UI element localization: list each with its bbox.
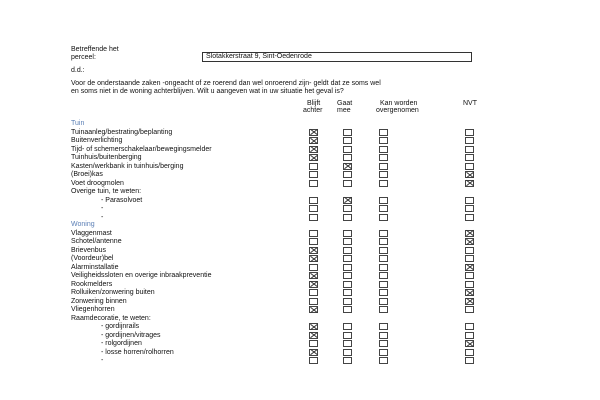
- checkbox-nvt[interactable]: [465, 281, 474, 288]
- checkbox-kan-worden-overgenomen[interactable]: [379, 205, 388, 212]
- checkbox-kan-worden-overgenomen[interactable]: [379, 137, 388, 144]
- item-label: Rolluiken/zonwering buiten: [71, 289, 155, 296]
- checkbox-blijft-achter[interactable]: [309, 230, 318, 237]
- checkbox-nvt[interactable]: [465, 205, 474, 212]
- section-title-0: Tuin: [71, 120, 85, 127]
- checkbox-nvt[interactable]: [465, 255, 474, 262]
- checkbox-gaat-mee[interactable]: [343, 340, 352, 347]
- checkbox-kan-worden-overgenomen[interactable]: [379, 238, 388, 245]
- item-label: -: [101, 205, 104, 212]
- checkbox-blijft-achter[interactable]: [309, 298, 318, 305]
- checkbox-blijft-achter[interactable]: [309, 349, 318, 356]
- checkbox-kan-worden-overgenomen[interactable]: [379, 214, 388, 221]
- item-label: - gordijnen/vitrages: [101, 331, 161, 339]
- checkbox-blijft-achter[interactable]: [309, 340, 318, 347]
- checkbox-kan-worden-overgenomen[interactable]: [379, 180, 388, 187]
- checkbox-blijft-achter[interactable]: [309, 281, 318, 288]
- checkbox-gaat-mee[interactable]: [343, 205, 352, 212]
- checkbox-blijft-achter[interactable]: [309, 154, 318, 161]
- checkbox-kan-worden-overgenomen[interactable]: [379, 281, 388, 288]
- checkbox-kan-worden-overgenomen[interactable]: [379, 163, 388, 170]
- checkbox-gaat-mee[interactable]: [343, 214, 352, 221]
- checkbox-kan-worden-overgenomen[interactable]: [379, 197, 388, 204]
- checkbox-nvt[interactable]: [465, 230, 474, 237]
- checkbox-nvt[interactable]: [465, 272, 474, 279]
- checkbox-nvt[interactable]: [465, 289, 474, 296]
- list-item: [68, 357, 480, 366]
- item-label: Veiligheidssloten en overige inbraakpreventie: [71, 272, 212, 279]
- checkbox-gaat-mee[interactable]: [343, 264, 352, 271]
- checkbox-nvt[interactable]: [465, 163, 474, 170]
- date-label: d.d.:: [71, 67, 85, 74]
- col-header-gaat-1: Gaat: [337, 100, 353, 107]
- item-label: (Voordeur)bel: [71, 255, 114, 262]
- checkbox-nvt[interactable]: [465, 146, 474, 153]
- checkbox-kan-worden-overgenomen[interactable]: [379, 247, 388, 254]
- checkbox-kan-worden-overgenomen[interactable]: [379, 230, 388, 237]
- item-label: Brievenbus: [71, 246, 107, 254]
- checkbox-blijft-achter[interactable]: [309, 323, 318, 330]
- item-label: Schotel/antenne: [71, 238, 122, 245]
- checkbox-blijft-achter[interactable]: [309, 180, 318, 187]
- address-value: Slotakkerstraat 9, Sint-Oedenrode: [206, 53, 312, 60]
- checkbox-blijft-achter[interactable]: [309, 205, 318, 212]
- item-label: Tijd- of schemerschakelaar/bewegingsmelder: [71, 145, 212, 153]
- item-label: Zonwering binnen: [71, 297, 127, 305]
- checkbox-kan-worden-overgenomen[interactable]: [379, 357, 388, 364]
- checkbox-nvt[interactable]: [465, 306, 474, 313]
- checkbox-blijft-achter[interactable]: [309, 129, 318, 136]
- item-label: Vliegenhorren: [71, 306, 115, 313]
- checkbox-kan-worden-overgenomen[interactable]: [379, 323, 388, 330]
- checkbox-blijft-achter[interactable]: [309, 306, 318, 313]
- item-label: Buitenverlichting: [71, 137, 123, 144]
- perceel-label-line1: Betreffende het: [71, 46, 119, 53]
- checkbox-nvt[interactable]: [465, 238, 474, 245]
- checkbox-blijft-achter[interactable]: [309, 238, 318, 245]
- address-field[interactable]: [202, 52, 472, 62]
- intro-line2: en soms niet in de woning achterblijven. Wilt u aangeven wat in uw situatie het geval is?: [71, 88, 344, 95]
- perceel-label-line2: perceel:: [71, 54, 96, 61]
- checkbox-gaat-mee[interactable]: [343, 163, 352, 170]
- checkbox-kan-worden-overgenomen[interactable]: [379, 146, 388, 153]
- checkbox-kan-worden-overgenomen[interactable]: [379, 349, 388, 356]
- checkbox-nvt[interactable]: [465, 332, 474, 339]
- checkbox-blijft-achter[interactable]: [309, 171, 318, 178]
- checkbox-blijft-achter[interactable]: [309, 264, 318, 271]
- checkbox-kan-worden-overgenomen[interactable]: [379, 298, 388, 305]
- checkbox-gaat-mee[interactable]: [343, 146, 352, 153]
- col-header-nvt: NVT: [463, 100, 477, 107]
- checkbox-blijft-achter[interactable]: [309, 272, 318, 279]
- item-label: - Parasolvoet: [101, 196, 143, 204]
- checkbox-nvt[interactable]: [465, 137, 474, 144]
- checkbox-kan-worden-overgenomen[interactable]: [379, 272, 388, 279]
- checkbox-kan-worden-overgenomen[interactable]: [379, 255, 388, 262]
- checkbox-gaat-mee[interactable]: [343, 247, 352, 254]
- item-label: - losse horren/rolhorren: [101, 348, 174, 356]
- item-label: Tuinhuis/buitenberging: [71, 154, 142, 161]
- checkbox-blijft-achter[interactable]: [309, 214, 318, 221]
- intro-line1: Voor de onderstaande zaken -ongeacht of ze roerend dan wel onroerend zijn- geldt dat ze soms wel: [71, 80, 381, 87]
- checkbox-nvt[interactable]: [465, 264, 474, 271]
- item-label: Rookmelders: [71, 280, 113, 288]
- checkbox-kan-worden-overgenomen[interactable]: [379, 154, 388, 161]
- checkbox-nvt[interactable]: [465, 129, 474, 136]
- item-label: Vlaggenmast: [71, 229, 112, 237]
- checkbox-gaat-mee[interactable]: [343, 306, 352, 313]
- checkbox-kan-worden-overgenomen[interactable]: [379, 264, 388, 271]
- checkbox-blijft-achter[interactable]: [309, 137, 318, 144]
- checkbox-gaat-mee[interactable]: [343, 180, 352, 187]
- checkbox-nvt[interactable]: [465, 357, 474, 364]
- checkbox-gaat-mee[interactable]: [343, 129, 352, 136]
- checkbox-gaat-mee[interactable]: [343, 154, 352, 161]
- checkbox-nvt[interactable]: [465, 180, 474, 187]
- checkbox-kan-worden-overgenomen[interactable]: [379, 340, 388, 347]
- checkbox-kan-worden-overgenomen[interactable]: [379, 306, 388, 313]
- checkbox-gaat-mee[interactable]: [343, 137, 352, 144]
- checkbox-gaat-mee[interactable]: [343, 289, 352, 296]
- item-label: -: [101, 213, 104, 221]
- item-label: Raamdecoratie, te weten:: [71, 314, 151, 322]
- item-label: Alarminstallatie: [71, 263, 119, 271]
- item-label: - gordijnrails: [101, 323, 140, 330]
- checkbox-gaat-mee[interactable]: [343, 230, 352, 237]
- checkbox-gaat-mee[interactable]: [343, 255, 352, 262]
- checkbox-gaat-mee[interactable]: [343, 323, 352, 330]
- checkbox-gaat-mee[interactable]: [343, 298, 352, 305]
- checkbox-nvt[interactable]: [465, 197, 474, 204]
- checkbox-blijft-achter[interactable]: [309, 289, 318, 296]
- checkbox-gaat-mee[interactable]: [343, 281, 352, 288]
- checkbox-blijft-achter[interactable]: [309, 247, 318, 254]
- checkbox-gaat-mee[interactable]: [343, 272, 352, 279]
- checkbox-kan-worden-overgenomen[interactable]: [379, 171, 388, 178]
- checkbox-kan-worden-overgenomen[interactable]: [379, 332, 388, 339]
- list-item: [68, 214, 480, 223]
- item-label: -: [101, 357, 104, 364]
- checkbox-nvt[interactable]: [465, 171, 474, 178]
- checkbox-gaat-mee[interactable]: [343, 357, 352, 364]
- section-title-1: Woning: [71, 221, 95, 228]
- item-label: (Broei)kas: [71, 171, 103, 178]
- checkbox-gaat-mee[interactable]: [343, 238, 352, 245]
- item-label: - rolgordijnen: [101, 340, 142, 347]
- checkbox-gaat-mee[interactable]: [343, 349, 352, 356]
- checkbox-kan-worden-overgenomen[interactable]: [379, 289, 388, 296]
- checkbox-nvt[interactable]: [465, 298, 474, 305]
- checkbox-gaat-mee[interactable]: [343, 197, 352, 204]
- checkbox-blijft-achter[interactable]: [309, 332, 318, 339]
- checkbox-blijft-achter[interactable]: [309, 357, 318, 364]
- col-header-blijft-2: achter: [303, 107, 323, 114]
- checkbox-nvt[interactable]: [465, 340, 474, 347]
- col-header-kan-1: Kan worden: [380, 100, 418, 107]
- item-label: Voet droogmolen: [71, 179, 124, 187]
- checkbox-blijft-achter[interactable]: [309, 255, 318, 262]
- col-header-blijft-1: Blijft: [307, 100, 321, 107]
- item-label: Kasten/werkbank in tuinhuis/berging: [71, 162, 184, 170]
- checkbox-blijft-achter[interactable]: [309, 197, 318, 204]
- checkbox-nvt[interactable]: [465, 323, 474, 330]
- item-label: Tuinaanleg/bestrating/beplanting: [71, 128, 173, 136]
- checkbox-nvt[interactable]: [465, 214, 474, 221]
- checkbox-gaat-mee[interactable]: [343, 332, 352, 339]
- col-header-kan-2: overgenomen: [376, 107, 419, 114]
- checkbox-nvt[interactable]: [465, 247, 474, 254]
- item-label: Overige tuin, te weten:: [71, 188, 142, 195]
- checkbox-kan-worden-overgenomen[interactable]: [379, 129, 388, 136]
- checkbox-gaat-mee[interactable]: [343, 171, 352, 178]
- checkbox-blijft-achter[interactable]: [309, 146, 318, 153]
- col-header-gaat-2: mee: [337, 107, 351, 114]
- checkbox-nvt[interactable]: [465, 154, 474, 161]
- checkbox-blijft-achter[interactable]: [309, 163, 318, 170]
- checkbox-nvt[interactable]: [465, 349, 474, 356]
